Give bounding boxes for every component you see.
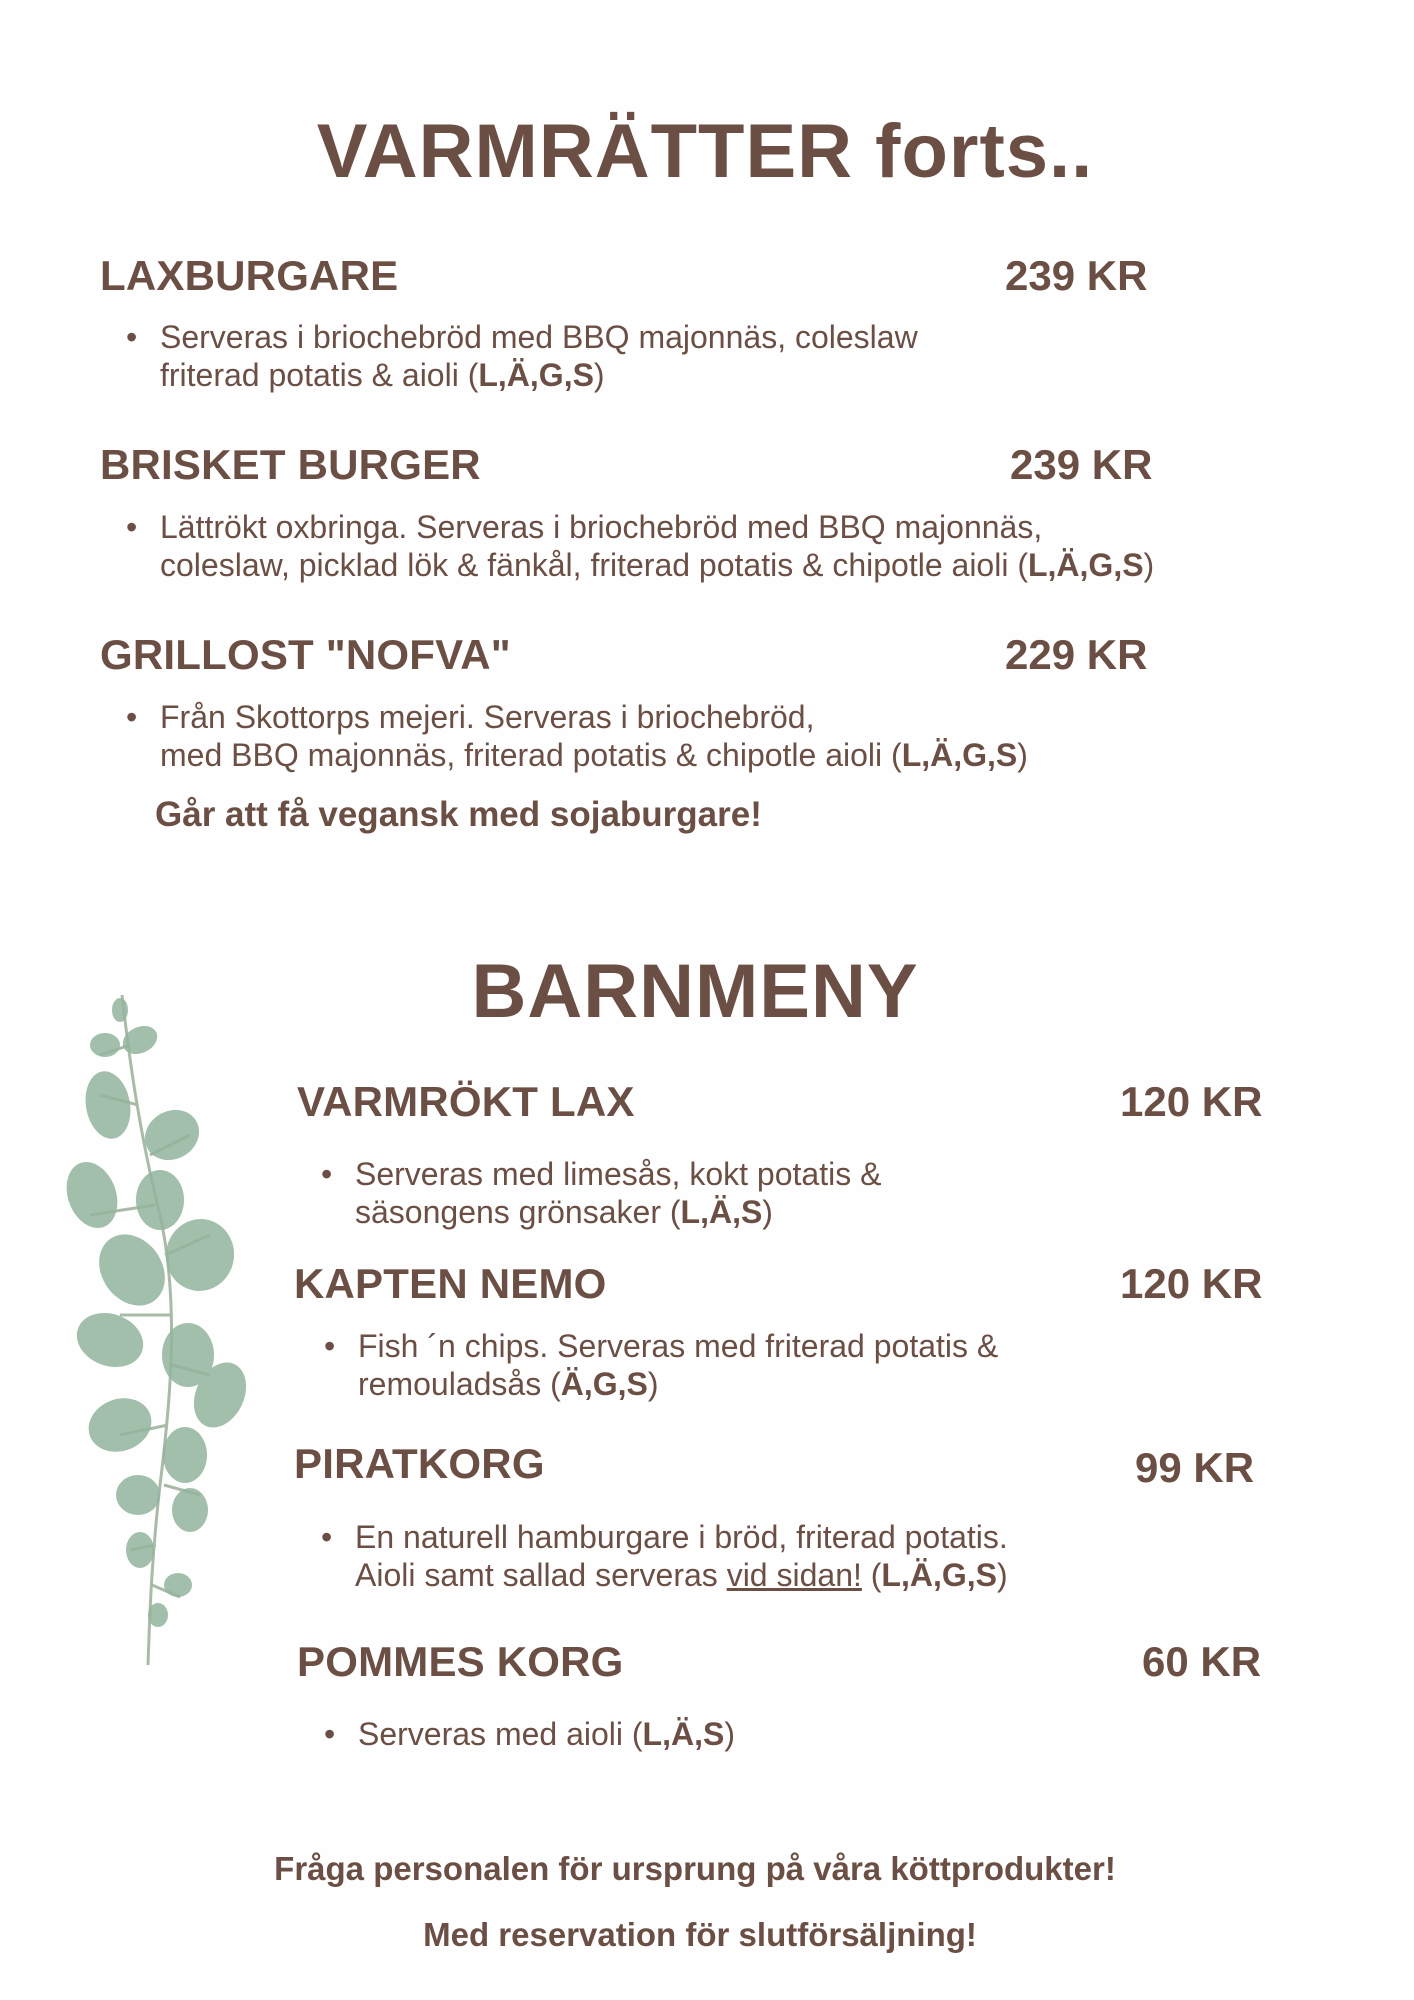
desc-line: Serveras med aioli (L,Ä,S)	[358, 1716, 735, 1752]
footer-reservation-note: Med reservation för slutförsäljning!	[423, 1916, 977, 1953]
desc-line: coleslaw, picklad lök & fänkål, friterad potatis & chipotle aioli (L,Ä,G,S)	[160, 547, 1155, 583]
eucalyptus-branch-icon	[60, 985, 260, 1675]
item-name-piratkorg: PIRATKORG	[294, 1440, 545, 1487]
item-price-piratkorg: 99 KR	[1135, 1444, 1255, 1491]
allergens: L,Ä,G,S	[901, 737, 1018, 773]
bullet: •	[324, 1328, 336, 1364]
item-desc-kapten-nemo	[324, 1327, 999, 1403]
desc-line: Serveras i briochebröd med BBQ majonnäs, coleslaw	[160, 319, 918, 355]
vegan-note: Går att få vegansk med sojaburgare!	[155, 795, 762, 834]
item-name-kapten-nemo: KAPTEN NEMO	[294, 1260, 607, 1307]
item-desc-piratkorg	[321, 1518, 1008, 1594]
item-desc-brisket-burger	[126, 508, 1155, 584]
bullet: •	[324, 1716, 336, 1752]
barnmeny-title: BARNMENY	[471, 949, 919, 1034]
item-price-laxburgare: 239 KR	[1005, 252, 1148, 299]
item-name-varmrokt-lax: VARMRÖKT LAX	[297, 1078, 635, 1125]
desc-line: friterad potatis & aioli (L,Ä,G,S)	[160, 357, 605, 393]
allergens: L,Ä,G,S	[478, 357, 594, 393]
allergens: L,Ä,S	[680, 1194, 763, 1230]
item-price-kapten-nemo: 120 KR	[1120, 1260, 1263, 1307]
item-name-brisket-burger: BRISKET BURGER	[100, 441, 481, 488]
desc-line: Serveras med limesås, kokt potatis &	[355, 1156, 882, 1192]
item-price-pommes-korg: 60 KR	[1142, 1638, 1262, 1685]
item-price-brisket-burger: 239 KR	[1010, 441, 1153, 488]
allergens: L,Ä,G,S	[881, 1557, 997, 1593]
desc-line: remouladsås (Ä,G,S)	[358, 1366, 659, 1402]
item-desc-laxburgare	[126, 318, 918, 394]
desc-line: Fish ´n chips. Serveras med friterad potatis &	[358, 1328, 999, 1364]
allergens: Ä,G,S	[560, 1366, 648, 1402]
desc-line: Från Skottorps mejeri. Serveras i briochebröd,	[160, 699, 815, 735]
desc-line: säsongens grönsaker (L,Ä,S)	[355, 1194, 773, 1230]
side-note-underlined: vid sidan!	[726, 1557, 862, 1593]
item-price-varmrokt-lax: 120 KR	[1120, 1078, 1263, 1125]
bullet: •	[126, 699, 138, 735]
allergens: L,Ä,G,S	[1027, 547, 1144, 583]
desc-line: Aioli samt sallad serveras vid sidan! (L,Ä,G,S)	[355, 1557, 1008, 1593]
item-name-laxburgare: LAXBURGARE	[100, 252, 399, 299]
allergens: L,Ä,S	[642, 1716, 725, 1752]
bullet: •	[321, 1519, 333, 1555]
item-desc-pommes-korg	[324, 1715, 735, 1753]
item-name-grillost-nofva: GRILLOST "NOFVA"	[100, 631, 511, 678]
item-desc-varmrokt-lax	[321, 1155, 882, 1231]
bullet: •	[321, 1156, 333, 1192]
desc-line: Lättrökt oxbringa. Serveras i briochebröd med BBQ majonnäs,	[160, 509, 1043, 545]
bullet: •	[126, 319, 138, 355]
desc-line: med BBQ majonnäs, friterad potatis & chipotle aioli (L,Ä,G,S)	[160, 737, 1028, 773]
item-desc-grillost-nofva	[126, 698, 1028, 774]
bullet: •	[126, 509, 138, 545]
footer-origin-note: Fråga personalen för ursprung på våra köttprodukter!	[274, 1850, 1116, 1887]
item-name-pommes-korg: POMMES KORG	[297, 1638, 624, 1685]
desc-line: En naturell hamburgare i bröd, friterad potatis.	[355, 1519, 1008, 1555]
varmratter-title: VARMRÄTTER forts..	[316, 109, 1094, 194]
item-price-grillost-nofva: 229 KR	[1005, 631, 1148, 678]
